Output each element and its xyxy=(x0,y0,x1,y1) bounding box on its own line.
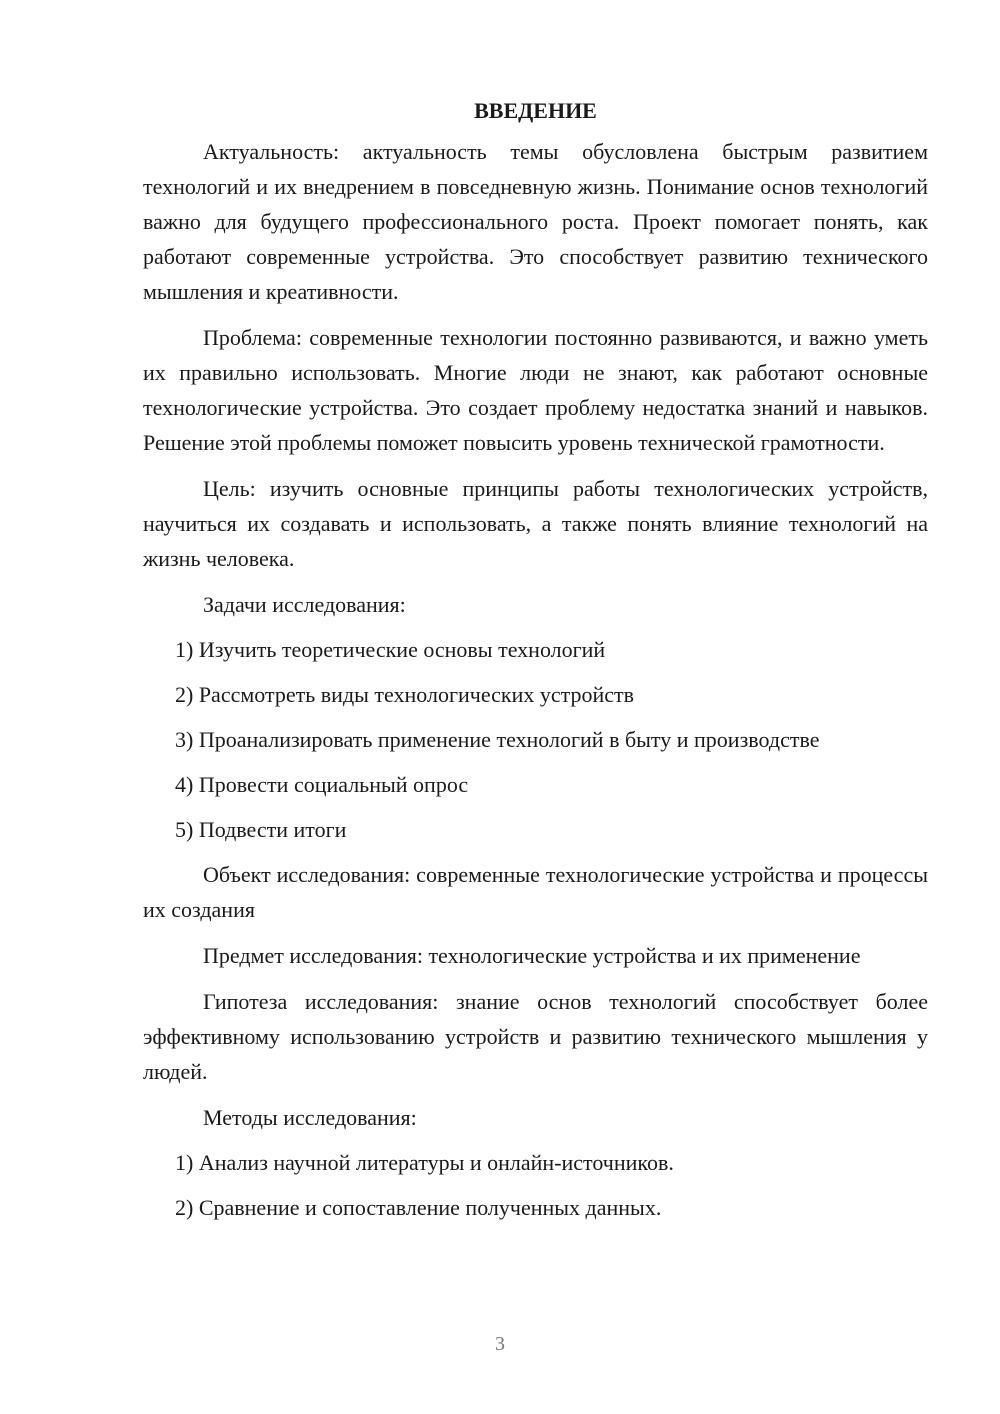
list-item: 2) Рассмотреть виды технологических устройств xyxy=(175,682,635,707)
document-page xyxy=(143,93,928,1235)
list-item: 1) Анализ научной литературы и онлайн-источников. xyxy=(175,1150,674,1175)
tasks-list xyxy=(143,632,928,847)
problem-paragraph: Проблема: современные технологии постоянно развиваются, и важно уметь их правильно использовать. Многие люди не знают, как работают основные технологические устройства. Это создает проблему недостатка знаний и навыков. Решение этой проблемы поможет повысить уровень технической грамотности. xyxy=(143,325,928,455)
list-item: 2) Сравнение и сопоставление полученных данных. xyxy=(175,1195,662,1220)
list-item: 3) Проанализировать применение технологий в быту и производстве xyxy=(175,727,820,752)
hypothesis-paragraph: Гипотеза исследования: знание основ технологий способствует более эффективному использованию устройств и развитию технического мышления у людей. xyxy=(143,989,928,1084)
relevance-paragraph: Актуальность: актуальность темы обусловлена быстрым развитием технологий и их внедрением в повседневную жизнь. Понимание основ технологий важно для будущего профессионального роста. Проект помогает понять, как работают современные устройства. Это способствует развитию технического мышления и креативности. xyxy=(143,139,928,304)
subject-paragraph: Предмет исследования: технологические устройства и их применение xyxy=(203,943,861,968)
section-title: ВВЕДЕНИЕ xyxy=(474,98,597,123)
goal-paragraph: Цель: изучить основные принципы работы технологических устройств, научиться их создавать и использовать, а также понять влияние технологий на жизнь человека. xyxy=(143,476,928,571)
methods-title: Методы исследования: xyxy=(203,1105,417,1130)
methods-list xyxy=(143,1145,928,1225)
page-number: 3 xyxy=(495,1333,505,1355)
tasks-title: Задачи исследования: xyxy=(203,592,406,617)
object-paragraph: Объект исследования: современные технологические устройства и процессы их создания xyxy=(143,862,928,922)
list-item: 4) Провести социальный опрос xyxy=(175,772,469,797)
list-item: 5) Подвести итоги xyxy=(175,817,347,842)
list-item: 1) Изучить теоретические основы технологий xyxy=(175,637,606,662)
